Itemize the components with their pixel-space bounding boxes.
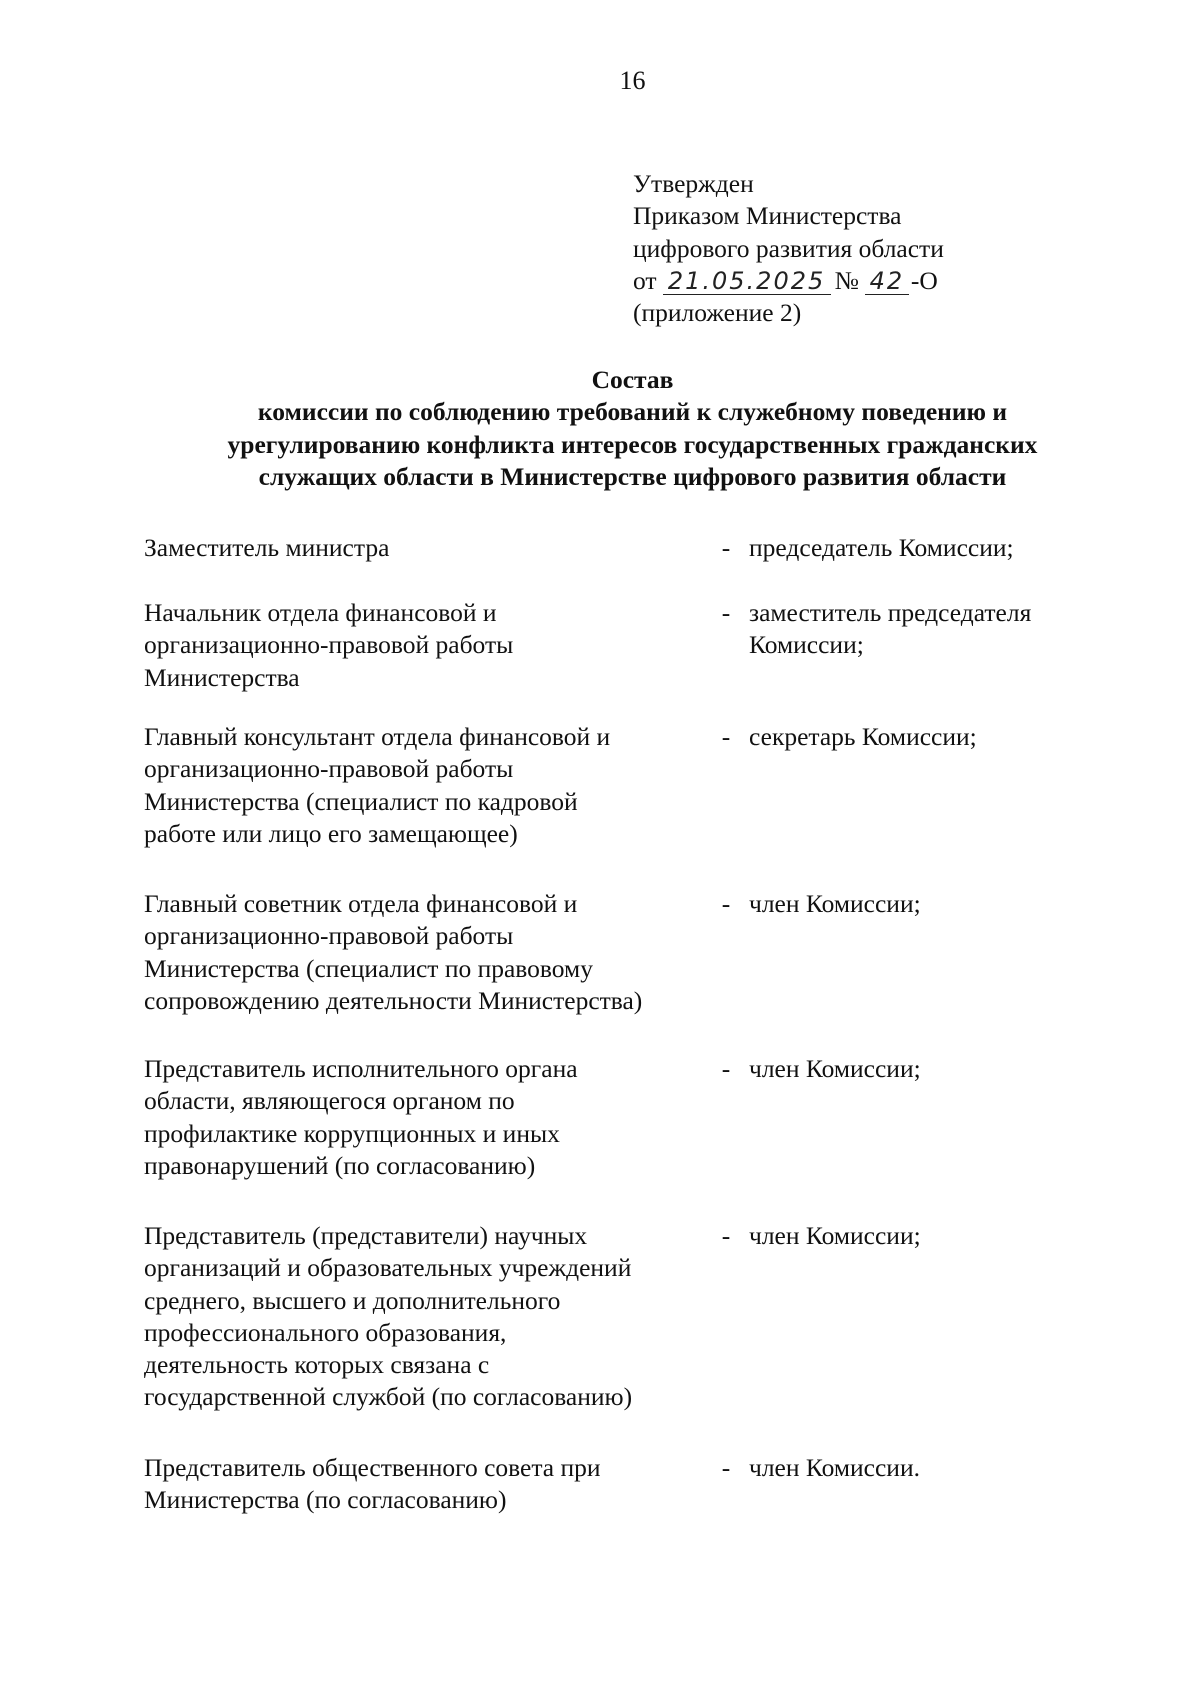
member-role: Начальник отдела финансовой и организационно-правовой работы Министерства [144,598,514,692]
member-duty: председатель Комиссии; [749,533,1014,562]
approval-line-order: Приказом Министерства [633,201,902,231]
member-dash: - [721,722,731,751]
member-role: Представитель общественного совета при Министерства (по согласованию) [144,1453,601,1515]
document-title [0,364,1200,493]
member-entry [144,1053,1144,1220]
member-entry [144,532,1144,597]
title-line-2: комиссии по соблюдению требований к служебному поведению и [257,397,1008,427]
member-entry [144,888,1144,1053]
title-line-3: урегулированию конфликта интересов государственных гражданских [227,429,1038,459]
member-duty: заместитель председателя Комиссии; [749,598,1032,660]
page-number: 16 [619,66,646,95]
number-sign: № [834,265,859,295]
member-duty: член Комиссии; [749,889,921,918]
approval-line-approved: Утвержден [633,169,754,198]
member-dash: - [721,1054,731,1083]
handwritten-number: 42 [865,268,909,295]
member-role: Главный консультант отдела финансовой и организационно-правовой работы Министерства (специалист по кадровой работе или лицо его замещающее) [144,722,611,848]
member-role: Представитель (представители) научных организаций и образовательных учреждений среднего, высшего и дополнительного профессионального образования, деятельность которых связана с государственной службой (по согласованию) [144,1221,633,1412]
member-entry [144,1452,1144,1522]
member-duty: член Комиссии; [749,1054,921,1083]
member-entry [144,721,1144,888]
member-entry [144,597,1144,721]
member-role: Главный советник отдела финансовой и организационно-правовой работы Министерства (специалист по правовому сопровождению деятельности Министерства) [144,889,643,1015]
date-prefix: от [633,265,657,295]
member-duty: секретарь Комиссии; [749,722,977,751]
member-entry [144,1220,1144,1452]
member-role: Представитель исполнительного органа области, являющегося органом по профилактике коррупционных и иных правонарушений (по согласованию) [144,1054,578,1180]
member-dash: - [721,889,731,918]
title-line-4: служащих области в Министерстве цифрового развития области [258,461,1007,491]
title-line-1: Состав [591,365,674,394]
member-role: Заместитель министра [144,533,390,562]
member-duty: член Комиссии; [749,1221,921,1250]
handwritten-date: 21.05.2025 [663,268,831,295]
approval-block [633,168,1153,329]
approval-line-ministry: цифрового развития области [633,233,944,263]
approval-line-date-number [633,265,1153,297]
member-dash: - [721,533,731,562]
commission-members-list [144,532,1144,1522]
member-dash: - [721,1453,731,1482]
member-dash: - [721,598,731,627]
approval-line-appendix: (приложение 2) [633,298,802,328]
number-suffix: -О [910,265,938,295]
member-dash: - [721,1221,731,1250]
member-duty: член Комиссии. [749,1453,920,1482]
